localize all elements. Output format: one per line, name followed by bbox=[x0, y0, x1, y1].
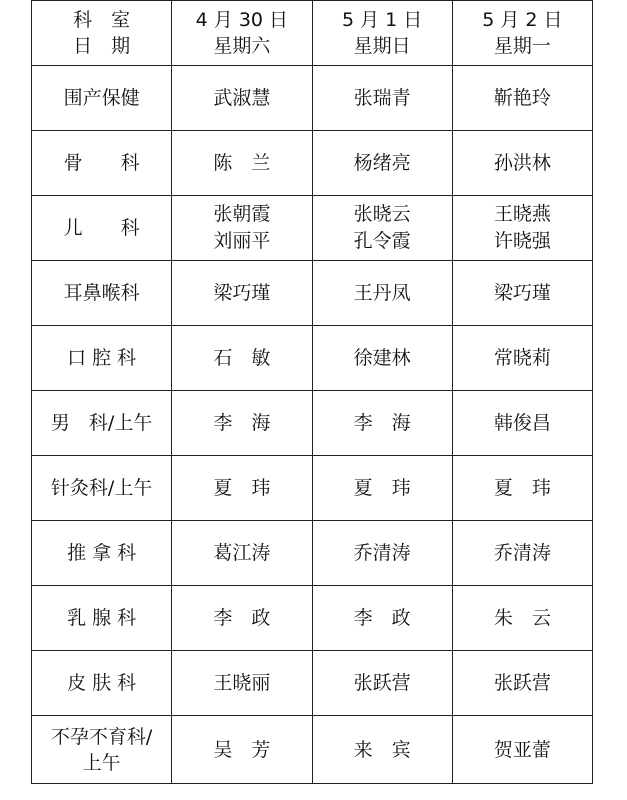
doctor-name: 贺亚蕾 bbox=[493, 738, 551, 761]
department-name: 针灸科/上午 bbox=[50, 477, 153, 499]
table-row bbox=[32, 196, 593, 261]
doctor-name: 张跃营 bbox=[493, 672, 551, 694]
department-name: 骨 科 bbox=[63, 152, 140, 174]
corner-date-label: 日 期 bbox=[73, 35, 131, 57]
department-cell bbox=[32, 391, 172, 456]
department-cell bbox=[32, 586, 172, 651]
department-cell bbox=[32, 261, 172, 326]
duty-cell bbox=[172, 261, 312, 326]
department-name: 上午 bbox=[82, 751, 121, 774]
day-date: 4 月 30 日 bbox=[195, 9, 289, 31]
department-name: 不孕不育科/ bbox=[50, 725, 153, 748]
table-row bbox=[32, 456, 593, 521]
day-header-cell bbox=[172, 1, 312, 66]
doctor-name: 孔令霞 bbox=[353, 230, 411, 252]
doctor-name: 杨绪亮 bbox=[353, 152, 411, 174]
corner-header-cell bbox=[32, 1, 172, 66]
department-name: 围产保健 bbox=[63, 87, 140, 109]
department-name: 口 腔 科 bbox=[67, 347, 137, 369]
department-name: 推 拿 科 bbox=[67, 542, 137, 564]
doctor-name: 李 政 bbox=[213, 607, 271, 629]
duty-cell bbox=[172, 456, 312, 521]
doctor-name: 来 宾 bbox=[353, 738, 411, 761]
table-row bbox=[32, 261, 593, 326]
department-cell bbox=[32, 196, 172, 261]
doctor-name: 刘丽平 bbox=[213, 230, 271, 252]
department-name: 耳鼻喉科 bbox=[63, 282, 140, 304]
department-name: 乳 腺 科 bbox=[67, 607, 137, 629]
doctor-name: 夏 玮 bbox=[493, 477, 551, 499]
department-cell bbox=[32, 456, 172, 521]
duty-cell bbox=[172, 716, 312, 784]
day-weekday: 星期日 bbox=[353, 35, 411, 57]
duty-cell bbox=[172, 651, 312, 716]
doctor-name: 张跃营 bbox=[353, 672, 411, 694]
duty-cell bbox=[452, 521, 592, 586]
doctor-name: 陈 兰 bbox=[213, 152, 271, 174]
table-row bbox=[32, 716, 593, 784]
duty-cell bbox=[312, 586, 452, 651]
table-row bbox=[32, 586, 593, 651]
doctor-name: 李 海 bbox=[213, 412, 271, 434]
doctor-name: 张朝霞 bbox=[213, 203, 271, 225]
department-name: 皮 肤 科 bbox=[67, 672, 137, 694]
doctor-name: 孙洪林 bbox=[493, 152, 551, 174]
table-row bbox=[32, 391, 593, 456]
table-row bbox=[32, 326, 593, 391]
doctor-name: 武淑慧 bbox=[213, 87, 271, 109]
doctor-name: 葛江涛 bbox=[213, 542, 271, 564]
doctor-name: 徐建林 bbox=[353, 347, 411, 369]
duty-cell bbox=[172, 326, 312, 391]
duty-cell bbox=[452, 326, 592, 391]
duty-cell bbox=[312, 651, 452, 716]
duty-cell bbox=[312, 196, 452, 261]
day-date: 5 月 2 日 bbox=[482, 9, 563, 31]
doctor-name: 梁巧瑾 bbox=[493, 282, 551, 304]
table-row bbox=[32, 131, 593, 196]
doctor-name: 张瑞青 bbox=[353, 87, 411, 109]
day-weekday: 星期一 bbox=[493, 35, 551, 57]
header-row bbox=[32, 1, 593, 66]
duty-cell bbox=[312, 66, 452, 131]
doctor-name: 王晓丽 bbox=[213, 672, 271, 694]
duty-cell bbox=[452, 651, 592, 716]
doctor-name: 靳艳玲 bbox=[493, 87, 551, 109]
doctor-name: 李 政 bbox=[353, 607, 411, 629]
duty-cell bbox=[452, 196, 592, 261]
duty-cell bbox=[452, 391, 592, 456]
duty-schedule-table bbox=[31, 0, 593, 784]
doctor-name: 夏 玮 bbox=[353, 477, 411, 499]
duty-cell bbox=[312, 326, 452, 391]
table-row bbox=[32, 521, 593, 586]
duty-cell bbox=[452, 456, 592, 521]
doctor-name: 李 海 bbox=[353, 412, 411, 434]
doctor-name: 许晓强 bbox=[493, 230, 551, 252]
duty-cell bbox=[452, 131, 592, 196]
duty-cell bbox=[312, 456, 452, 521]
duty-cell bbox=[312, 521, 452, 586]
doctor-name: 夏 玮 bbox=[213, 477, 271, 499]
duty-cell bbox=[172, 521, 312, 586]
duty-schedule-body bbox=[32, 1, 593, 784]
department-cell bbox=[32, 521, 172, 586]
department-cell bbox=[32, 66, 172, 131]
doctor-name: 吴 芳 bbox=[213, 738, 271, 761]
duty-cell bbox=[452, 586, 592, 651]
doctor-name: 乔清涛 bbox=[493, 542, 551, 564]
duty-cell bbox=[172, 131, 312, 196]
day-date: 5 月 1 日 bbox=[341, 9, 423, 31]
duty-cell bbox=[172, 66, 312, 131]
duty-cell bbox=[312, 131, 452, 196]
department-cell bbox=[32, 716, 172, 784]
department-name: 男 科/上午 bbox=[50, 412, 153, 434]
doctor-name: 朱 云 bbox=[493, 607, 551, 629]
duty-cell bbox=[312, 391, 452, 456]
day-header-cell bbox=[452, 1, 592, 66]
duty-cell bbox=[172, 391, 312, 456]
duty-cell bbox=[312, 261, 452, 326]
department-name: 儿 科 bbox=[63, 217, 140, 239]
duty-cell bbox=[172, 586, 312, 651]
duty-cell bbox=[452, 261, 592, 326]
doctor-name: 王晓燕 bbox=[493, 203, 551, 225]
duty-cell bbox=[452, 716, 592, 784]
duty-cell bbox=[172, 196, 312, 261]
doctor-name: 乔清涛 bbox=[353, 542, 411, 564]
doctor-name: 石 敏 bbox=[213, 347, 271, 369]
day-header-cell bbox=[312, 1, 452, 66]
department-cell bbox=[32, 651, 172, 716]
duty-cell bbox=[452, 66, 592, 131]
doctor-name: 王丹凤 bbox=[353, 282, 411, 304]
day-weekday: 星期六 bbox=[213, 35, 271, 57]
department-cell bbox=[32, 326, 172, 391]
doctor-name: 常晓莉 bbox=[493, 347, 551, 369]
duty-cell bbox=[312, 716, 452, 784]
doctor-name: 梁巧瑾 bbox=[213, 282, 271, 304]
doctor-name: 张晓云 bbox=[353, 203, 411, 225]
corner-dept-label: 科 室 bbox=[73, 9, 131, 31]
department-cell bbox=[32, 131, 172, 196]
doctor-name: 韩俊昌 bbox=[493, 412, 551, 434]
table-row bbox=[32, 651, 593, 716]
table-row bbox=[32, 66, 593, 131]
